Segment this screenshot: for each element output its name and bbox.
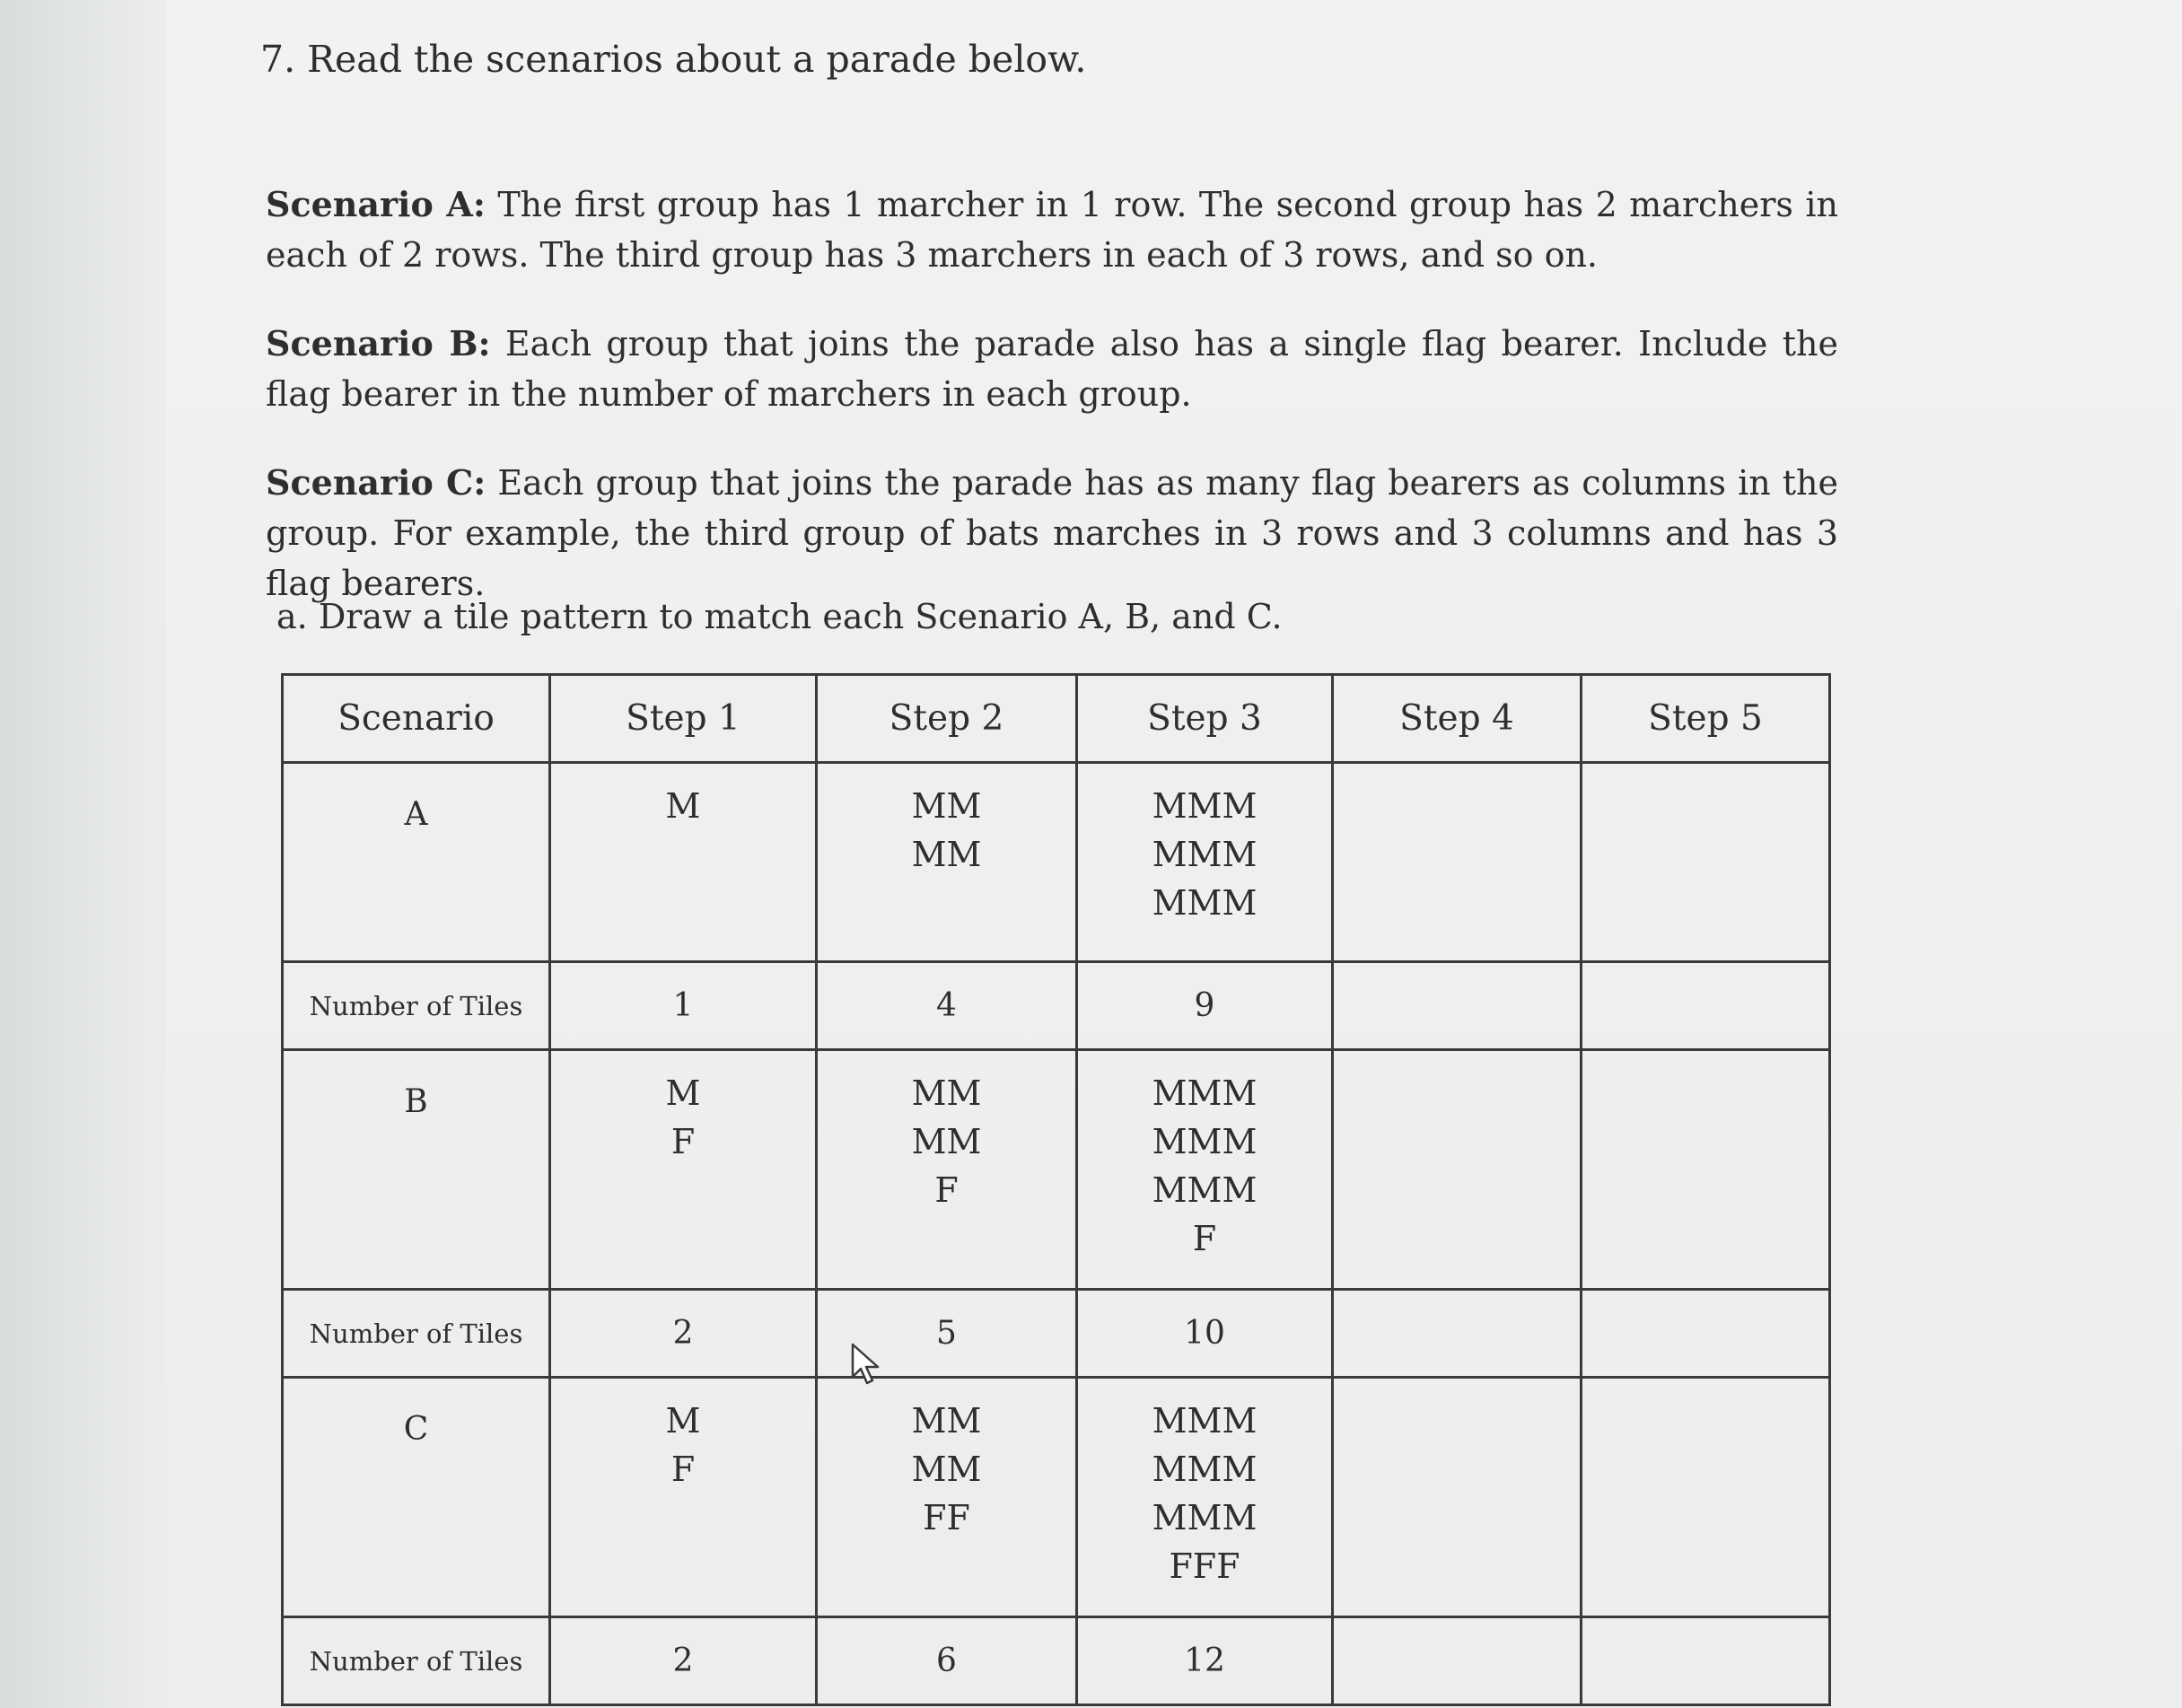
tiles-count-cell[interactable]: 5 bbox=[817, 1290, 1077, 1378]
scenario-b-paragraph bbox=[266, 319, 1838, 419]
tiles-count-cell[interactable] bbox=[1333, 1290, 1582, 1378]
tiles-count-cell[interactable]: 4 bbox=[817, 962, 1077, 1050]
tiles-count-cell[interactable] bbox=[1582, 1617, 1830, 1705]
tile-line: FFF bbox=[1169, 1546, 1240, 1586]
tile-line: MM bbox=[911, 1401, 982, 1441]
step-cell[interactable] bbox=[550, 763, 817, 962]
scenario-c-cell: C bbox=[283, 1378, 550, 1617]
tiles-count-cell[interactable]: 1 bbox=[550, 962, 817, 1050]
tile-line: MMM bbox=[1152, 1498, 1257, 1537]
tiles-label-cell: Number of Tiles bbox=[283, 962, 550, 1050]
tiles-count-cell[interactable]: 6 bbox=[817, 1617, 1077, 1705]
tile-line: MMM bbox=[1152, 786, 1257, 826]
question-title: 7. Read the scenarios about a parade below. bbox=[260, 38, 1087, 81]
tiles-count-cell[interactable]: 2 bbox=[550, 1290, 817, 1378]
header-step-1: Step 1 bbox=[550, 675, 817, 763]
scenario-a-paragraph bbox=[266, 180, 1838, 280]
scenario-a-text: The first group has 1 marcher in 1 row. The second group has 2 marchers in each of 2 rows. The third group has 3 marchers in each of 3 rows, and so on. bbox=[266, 185, 1838, 275]
tile-pattern-table bbox=[281, 673, 1831, 1706]
table-row bbox=[283, 763, 1830, 962]
step-cell[interactable] bbox=[1582, 1050, 1830, 1290]
tile-line: M bbox=[665, 1073, 701, 1113]
mouse-pointer-icon bbox=[851, 1343, 883, 1386]
step-cell[interactable] bbox=[1077, 763, 1333, 962]
header-step-4: Step 4 bbox=[1333, 675, 1582, 763]
part-a-instruction: a. Draw a tile pattern to match each Scenario A, B, and C. bbox=[276, 597, 1283, 636]
tiles-label-cell: Number of Tiles bbox=[283, 1617, 550, 1705]
tile-line: MM bbox=[911, 1122, 982, 1161]
step-cell[interactable] bbox=[1333, 1378, 1582, 1617]
scenario-a-label: Scenario A: bbox=[266, 184, 486, 224]
tiles-count-cell[interactable]: 2 bbox=[550, 1617, 817, 1705]
tile-line: MM bbox=[911, 835, 982, 874]
tile-line: MMM bbox=[1152, 1401, 1257, 1441]
tile-line: MM bbox=[911, 1073, 982, 1113]
tile-line: F bbox=[934, 1170, 959, 1210]
step-cell[interactable] bbox=[817, 1050, 1077, 1290]
tiles-label-cell: Number of Tiles bbox=[283, 1290, 550, 1378]
table-header-row bbox=[283, 675, 1830, 763]
step-cell[interactable] bbox=[1582, 763, 1830, 962]
tiles-count-cell[interactable] bbox=[1582, 962, 1830, 1050]
table-row bbox=[283, 962, 1830, 1050]
step-cell[interactable] bbox=[1333, 763, 1582, 962]
tile-line: MMM bbox=[1152, 1450, 1257, 1489]
step-cell[interactable] bbox=[1333, 1050, 1582, 1290]
tile-line: MM bbox=[911, 786, 982, 826]
tile-line: MMM bbox=[1152, 1170, 1257, 1210]
tiles-count-cell[interactable]: 10 bbox=[1077, 1290, 1333, 1378]
tile-line: M bbox=[665, 1401, 701, 1441]
step-cell[interactable] bbox=[550, 1050, 817, 1290]
scenario-c-text: Each group that joins the parade has as many flag bearers as columns in the group. For example, the third group of bats marches in 3 rows and 3 columns and has 3 flag bearers. bbox=[266, 463, 1838, 603]
table-row bbox=[283, 1378, 1830, 1617]
step-cell[interactable] bbox=[817, 763, 1077, 962]
scenario-b-label: Scenario B: bbox=[266, 323, 491, 363]
tiles-count-cell[interactable] bbox=[1333, 962, 1582, 1050]
scenario-b-text: Each group that joins the parade also has a single flag bearer. Include the flag bearer in the number of marchers in each group. bbox=[266, 324, 1838, 414]
table-row bbox=[283, 1617, 1830, 1705]
step-cell[interactable] bbox=[550, 1378, 817, 1617]
step-cell[interactable] bbox=[817, 1378, 1077, 1617]
header-step-2: Step 2 bbox=[817, 675, 1077, 763]
step-cell[interactable] bbox=[1077, 1378, 1333, 1617]
header-step-5: Step 5 bbox=[1582, 675, 1830, 763]
tile-line: F bbox=[1192, 1219, 1217, 1258]
tile-line: MMM bbox=[1152, 883, 1257, 923]
step-cell[interactable] bbox=[1077, 1050, 1333, 1290]
table-row bbox=[283, 1050, 1830, 1290]
scenario-c-paragraph bbox=[266, 458, 1838, 609]
tiles-count-cell[interactable] bbox=[1333, 1617, 1582, 1705]
tiles-count-cell[interactable]: 12 bbox=[1077, 1617, 1333, 1705]
tile-line: M bbox=[665, 786, 701, 826]
header-scenario: Scenario bbox=[283, 675, 550, 763]
table-row bbox=[283, 1290, 1830, 1378]
tile-line: MMM bbox=[1152, 1073, 1257, 1113]
tile-line: F bbox=[670, 1122, 696, 1161]
tile-line: FF bbox=[923, 1498, 970, 1537]
scenario-b-cell: B bbox=[283, 1050, 550, 1290]
tile-line: MMM bbox=[1152, 835, 1257, 874]
scenario-c-label: Scenario C: bbox=[266, 462, 486, 503]
tiles-count-cell[interactable]: 9 bbox=[1077, 962, 1333, 1050]
tile-line: F bbox=[670, 1450, 696, 1489]
tile-line: MMM bbox=[1152, 1122, 1257, 1161]
scenario-a-cell: A bbox=[283, 763, 550, 962]
tiles-count-cell[interactable] bbox=[1582, 1290, 1830, 1378]
step-cell[interactable] bbox=[1582, 1378, 1830, 1617]
tile-line: MM bbox=[911, 1450, 982, 1489]
header-step-3: Step 3 bbox=[1077, 675, 1333, 763]
